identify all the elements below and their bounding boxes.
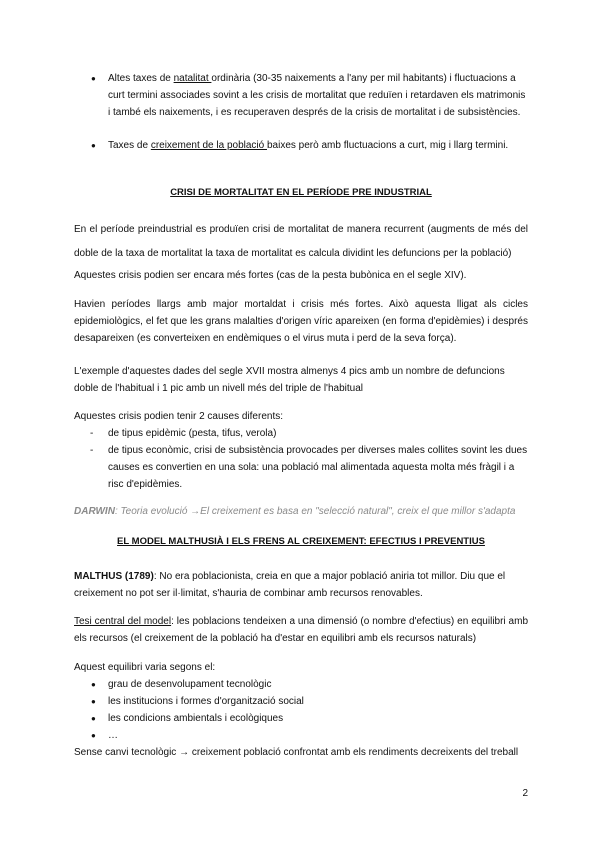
dash-item-epidemic: - de tipus epidèmic (pesta, tifus, verola) <box>90 428 277 439</box>
malthus-label: MALTHUS (1789) <box>74 571 154 582</box>
paragraph-equilibri: Aquest equilibri varia segons el: <box>74 662 216 673</box>
term-creixement: creixement de la població <box>150 140 267 151</box>
paragraph-cicles: Havien períodes llargs amb major mortaldat i crisis més fortes. Això aquesta lligat als cicles epidemiològics, el fet que les grans malalties d'origen víric apareixen (en forma d'epidèmies) i després desapareixen (es converteixen en endèmiques o el virus muta i perd de la seva força). <box>74 299 528 344</box>
bullet-creixement: ● Taxes de creixement de la població baixes però amb fluctuacions a curt, mig i llarg termini. <box>108 137 528 154</box>
page-number: 2 <box>522 788 528 799</box>
paragraph-crisi-fortes: Aquestes crisis podien ser encara més fortes (cas de la pesta bubònica en el segle XIV). <box>74 270 467 281</box>
section-heading-malthus: EL MODEL MALTHUSIÀ I ELS FRENS AL CREIXEMENT: EFECTIUS I PREVENTIUS <box>117 536 485 547</box>
paragraph-tesi: Tesi central del model: les poblacions tendeixen a una dimensió (o nombre d'efectius) en equilibri amb els recursos (el creixement de la població ha d'estar en equilibri amb els recursos naturals) <box>74 616 529 644</box>
bullet-natalitat: ● Altes taxes de natalitat ordinària (30-35 naixements a l'any per mil habitants) i fluctuacions a curt termini associades sovint a les crisis de mortalitat que reduïen i retardaven els matrimonis i també els naixements, i es recuperaven després de la crisis de mortalitat i de subsistències. <box>108 70 528 121</box>
list-item: ● les institucions i formes d'organització social <box>108 693 304 710</box>
bullet-icon: ● <box>91 74 96 83</box>
section-heading-crisi: CRISI DE MORTALITAT EN EL PERÍODE PRE INDUSTRIAL <box>170 187 432 198</box>
bullet-icon: ● <box>91 141 96 150</box>
list-item: ● grau de desenvolupament tecnològic <box>108 676 271 693</box>
bullet-icon: ● <box>91 697 96 706</box>
darwin-label: DARWIN <box>74 506 115 517</box>
bullet-icon: ● <box>91 680 96 689</box>
dash-item-economic: - de tipus econòmic, crisi de subsistència provocades per diverses males collites sovint les dues causes es convertien en una sola: una població mal alimentada aquesta molta més fràgil i a risc d'epidèmies. <box>90 445 528 490</box>
term-natalitat: natalitat <box>173 73 212 84</box>
darwin-note: DARWIN: Teoria evolució →El creixement es basa en "selecció natural", creix el que millor s'adapta <box>74 506 516 517</box>
bullet-icon: ● <box>91 731 96 740</box>
tesi-label: Tesi central del model <box>74 616 172 627</box>
paragraph-exemple: L'exemple d'aquestes dades del segle XVII mostra almenys 4 pics amb un nombre de defuncions doble de l'habitual i 1 pic amb un nivell més del triple de l'habitual <box>74 366 505 394</box>
paragraph-malthus: MALTHUS (1789): No era poblacionista, creia en que a major població aniria tot millor. Diu que el creixement no pot ser il·limitat, s'hauria de combinar amb recursos renovables. <box>74 571 506 599</box>
paragraph-causes: Aquestes crisis podien tenir 2 causes diferents: <box>74 411 283 422</box>
list-item: ● les condicions ambientals i ecològiques <box>108 710 283 727</box>
paragraph-crisi-intro: En el període preindustrial es produïen crisi de mortalitat de manera recurrent (augments de més del doble de la taxa de mortalitat la taxa de mortalitat es calcula dividint les defuncions per la població) <box>74 224 528 259</box>
list-item: ● … <box>108 727 118 744</box>
paragraph-final: Sense canvi tecnològic → creixement població confrontat amb els rendiments decreixents del treball <box>74 747 519 758</box>
bullet-icon: ● <box>91 714 96 723</box>
